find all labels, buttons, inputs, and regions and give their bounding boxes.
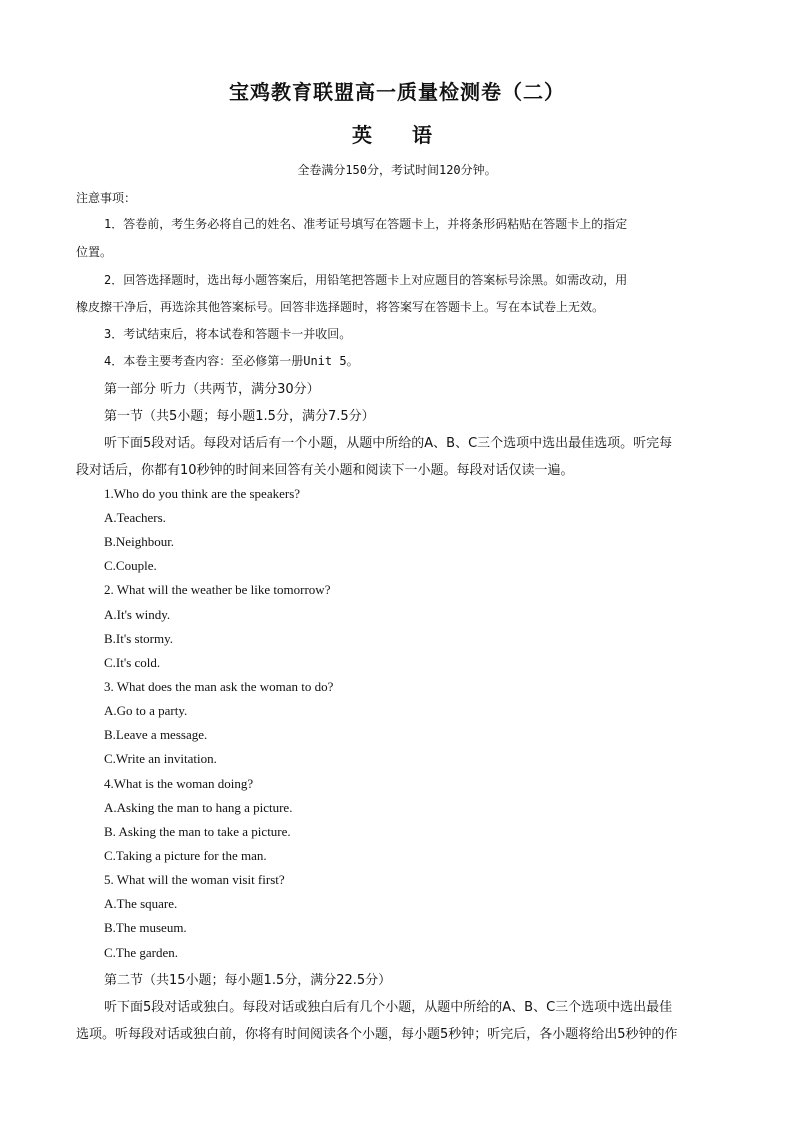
score-time-line: 全卷满分150分，考试时间120分钟。 (297, 163, 497, 177)
question-4-option-a: A.Asking the man to hang a picture. (104, 800, 293, 815)
question-5-option-a: A.The square. (104, 896, 178, 911)
part1-heading: 第一部分 听力（共两节，满分30分） (104, 382, 320, 397)
question-3-option-a: A.Go to a party. (104, 703, 188, 718)
exam-subject: 英 语 (352, 123, 442, 147)
notice-item-2-line-2: 橡皮擦干净后，再选涂其他答案标号。回答非选择题时，将答案写在答题卡上。写在本试卷上无效。 (76, 300, 605, 314)
section2-intro-line-2: 选项。听每段对话或独白前，你将有时间阅读各个小题，每小题5秒钟；听完后，各小题将给出5秒钟的作 (76, 1027, 678, 1042)
question-5-option-b: B.The museum. (104, 920, 187, 935)
section2-heading: 第二节（共15小题；每小题1.5分，满分22.5分） (104, 973, 392, 988)
section1-intro-line-1: 听下面5段对话。每段对话后有一个小题，从题中所给的A、B、C三个选项中选出最佳选项。听完每 (104, 436, 673, 451)
section2-intro-line-1: 听下面5段对话或独白。每段对话或独白后有几个小题，从题中所给的A、B、C三个选项中选出最佳 (104, 1000, 673, 1015)
question-3: 3. What does the man ask the woman to do? (104, 679, 334, 694)
question-5-option-c: C.The garden. (104, 945, 179, 960)
question-1-option-b: B.Neighbour. (104, 534, 175, 549)
section1-intro-line-2: 段对话后，你都有10秒钟的时间来回答有关小题和阅读下一小题。每段对话仅读一遍。 (76, 463, 574, 478)
question-3-option-b: B.Leave a message. (104, 727, 208, 742)
question-1-option-a: A.Teachers. (104, 510, 166, 525)
notice-item-1-line-2: 位置。 (76, 245, 113, 259)
question-2: 2. What will the weather be like tomorrow? (104, 582, 331, 597)
question-4-option-c: C.Taking a picture for the man. (104, 848, 267, 863)
notice-item-2-line-1: 2．回答选择题时，选出每小题答案后，用铅笔把答题卡上对应题目的答案标号涂黑。如需改动，用 (104, 273, 628, 287)
notice-item-1-line-1: 1．答卷前，考生务必将自己的姓名、准考证号填写在答题卡上，并将条形码粘贴在答题卡上的指定 (104, 217, 628, 231)
question-2-option-b: B.It's stormy. (104, 631, 174, 646)
question-1-option-c: C.Couple. (104, 558, 157, 573)
notice-heading: 注意事项： (76, 191, 137, 205)
notice-item-4: 4．本卷主要考查内容：至必修第一册Unit 5。 (104, 354, 359, 368)
notice-item-3: 3．考试结束后，将本试卷和答题卡一并收回。 (104, 327, 352, 341)
question-3-option-c: C.Write an invitation. (104, 751, 217, 766)
question-2-option-a: A.It's windy. (104, 607, 171, 622)
question-2-option-c: C.It's cold. (104, 655, 161, 670)
question-1: 1.Who do you think are the speakers? (104, 486, 301, 501)
question-5: 5. What will the woman visit first? (104, 872, 285, 887)
section1-heading: 第一节（共5小题；每小题1.5分，满分7.5分） (104, 409, 375, 424)
question-4-option-b: B. Asking the man to take a picture. (104, 824, 291, 839)
exam-title: 宝鸡教育联盟高一质量检测卷（二） (229, 80, 565, 104)
question-4: 4.What is the woman doing? (104, 776, 254, 791)
